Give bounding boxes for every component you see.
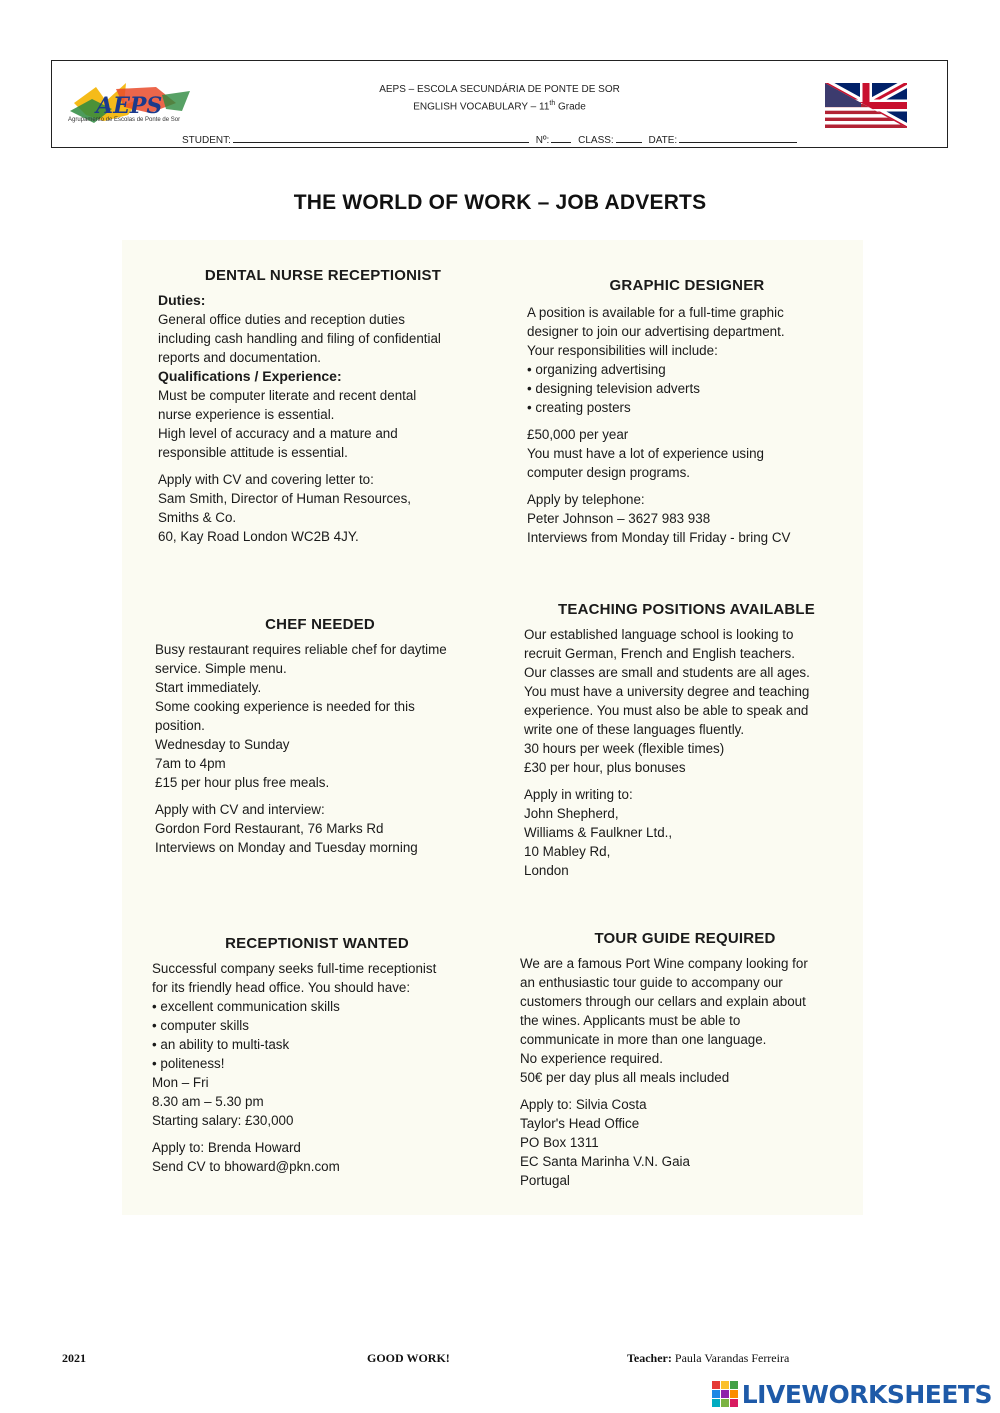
ad-line: Apply to: Brenda Howard xyxy=(152,1140,301,1155)
ad-line: Our classes are small and students are all ages. xyxy=(524,665,810,680)
ad-line: 7am to 4pm xyxy=(155,756,226,771)
worksheet-header xyxy=(51,60,948,148)
ad-line: service. Simple menu. xyxy=(155,661,287,676)
teacher-name: Paula Varandas Ferreira xyxy=(671,1351,790,1365)
date-field[interactable] xyxy=(679,132,797,143)
ad-line: Busy restaurant requires reliable chef for daytime xyxy=(155,642,447,657)
ad-line: Wednesday to Sunday xyxy=(155,737,290,752)
ad-line: experience. You must also be able to speak and xyxy=(524,703,809,718)
ad-heading: DENTAL NURSE RECEPTIONIST xyxy=(204,267,442,284)
ad-line: designer to join our advertising department. xyxy=(527,324,785,339)
ad-line: Send CV to bhoward@pkn.com xyxy=(152,1159,340,1174)
liveworksheets-logo-icon xyxy=(712,1381,738,1407)
ad-line: Portugal xyxy=(520,1173,570,1188)
ad-line: Sam Smith, Director of Human Resources, xyxy=(158,491,412,506)
duties-label: Duties: xyxy=(158,292,206,308)
ad-line: Mon – Fri xyxy=(152,1075,209,1090)
ad-line: Gordon Ford Restaurant, 76 Marks Rd xyxy=(155,821,384,836)
ad-line: including cash handling and filing of confidential xyxy=(158,331,441,346)
ad-line: customers through our cellars and explain about xyxy=(520,994,806,1009)
ad-line: 8.30 am – 5.30 pm xyxy=(152,1094,264,1109)
ad-line: • creating posters xyxy=(527,400,631,415)
footer-message: GOOD WORK! xyxy=(367,1351,450,1365)
ad-line: Taylor's Head Office xyxy=(520,1116,640,1131)
brand-name: LIVEWORKSHEETS xyxy=(741,1379,992,1409)
ad-line: • organizing advertising xyxy=(527,362,666,377)
ad-line: General office duties and reception duties xyxy=(158,312,405,327)
ad-line: £30 per hour, plus bonuses xyxy=(524,760,686,775)
ad-line: A position is available for a full-time graphic xyxy=(527,305,784,320)
ad-line: • designing television adverts xyxy=(527,381,700,396)
student-fields xyxy=(182,132,801,146)
ad-line: EC Santa Marinha V.N. Gaia xyxy=(520,1154,690,1169)
ad-line: Apply with CV and interview: xyxy=(155,802,325,817)
liveworksheets-brand[interactable] xyxy=(712,1378,992,1410)
ad-line: Start immediately. xyxy=(155,680,262,695)
ad-heading: CHEF NEEDED xyxy=(265,616,375,633)
logo-text: AEPS xyxy=(96,93,163,119)
school-line-1: AEPS – ESCOLA SECUNDÁRIA DE PONTE DE SOR xyxy=(379,84,620,95)
ad-line: • politeness! xyxy=(152,1056,225,1071)
ad-line: an enthusiastic tour guide to accompany our xyxy=(520,975,783,990)
footer-teacher xyxy=(627,1351,789,1366)
ad-line: • computer skills xyxy=(152,1018,249,1033)
ad-line: Peter Johnson – 3627 983 938 xyxy=(527,511,711,526)
ad-heading: RECEPTIONIST WANTED xyxy=(225,935,409,952)
grade-sup: th xyxy=(549,100,556,107)
ad-line: We are a famous Port Wine company looking for xyxy=(520,956,808,971)
ad-line: Starting salary: £30,000 xyxy=(152,1113,294,1128)
ad-line: Must be computer literate and recent dental xyxy=(158,388,417,403)
ad-dental-nurse xyxy=(158,266,488,546)
us-uk-flag-icon xyxy=(825,83,907,128)
ad-line: £50,000 per year xyxy=(527,427,629,442)
ad-line: 50€ per day plus all meals included xyxy=(520,1070,730,1085)
ad-line: 10 Mabley Rd, xyxy=(524,844,611,859)
number-label: Nº: xyxy=(535,135,550,146)
logo-subtext: Agrupamento de Escolas de Ponte de Sor xyxy=(68,117,181,123)
ad-line: write one of these languages fluently. xyxy=(524,722,745,737)
ad-line: Our established language school is looking to xyxy=(524,627,794,642)
ad-line: Interviews on Monday and Tuesday morning xyxy=(155,840,418,855)
student-label: STUDENT: xyxy=(182,135,231,146)
ad-line: for its friendly head office. You should have: xyxy=(152,980,411,995)
ad-line: Apply with CV and covering letter to: xyxy=(158,472,374,487)
ad-line: Your responsibilities will include: xyxy=(527,343,718,358)
school-line-2 xyxy=(52,97,947,114)
ad-line: computer design programs. xyxy=(527,465,690,480)
ad-line: £15 per hour plus free meals. xyxy=(155,775,330,790)
ad-line: Interviews from Monday till Friday - bring CV xyxy=(527,530,791,545)
ad-line: You must have a university degree and teaching xyxy=(524,684,810,699)
ad-line: Successful company seeks full-time receptionist xyxy=(152,961,437,976)
ad-line: • an ability to multi-task xyxy=(152,1037,290,1052)
ad-line: Apply to: Silvia Costa xyxy=(520,1097,647,1112)
teacher-label: Teacher: xyxy=(627,1351,672,1365)
ad-line: communicate in more than one language. xyxy=(520,1032,767,1047)
class-label: CLASS: xyxy=(578,135,614,146)
grade-end: Grade xyxy=(555,101,586,113)
page-title: THE WORLD OF WORK – JOB ADVERTS xyxy=(293,191,707,214)
ad-line: nurse experience is essential. xyxy=(158,407,335,422)
ad-line: PO Box 1311 xyxy=(520,1135,599,1150)
qualifications-label: Qualifications / Experience: xyxy=(158,368,342,384)
ad-line: Apply in writing to: xyxy=(524,787,633,802)
ad-line: responsible attitude is essential. xyxy=(158,445,348,460)
ad-heading: TOUR GUIDE REQUIRED xyxy=(594,930,776,947)
class-field[interactable] xyxy=(616,132,642,143)
ad-receptionist xyxy=(152,934,482,1176)
ad-line: position. xyxy=(155,718,205,733)
footer-year: 2021 xyxy=(62,1351,86,1365)
ad-line: Apply by telephone: xyxy=(527,492,645,507)
ad-line: Smiths & Co. xyxy=(158,510,237,525)
ad-line: • excellent communication skills xyxy=(152,999,340,1014)
ad-graphic-designer xyxy=(527,276,847,547)
ad-line: 60, Kay Road London WC2B 4JY. xyxy=(158,529,359,544)
ad-line: High level of accuracy and a mature and xyxy=(158,426,398,441)
ad-line: No experience required. xyxy=(520,1051,663,1066)
ad-chef xyxy=(155,615,485,857)
ad-line: Some cooking experience is needed for this xyxy=(155,699,415,714)
ad-line: 30 hours per week (flexible times) xyxy=(524,741,725,756)
ad-line: London xyxy=(524,863,569,878)
number-field[interactable] xyxy=(551,132,571,143)
ad-line: the wines. Applicants must be able to xyxy=(520,1013,741,1028)
date-label: DATE: xyxy=(648,135,678,146)
ad-line: John Shepherd, xyxy=(524,806,619,821)
ad-tour-guide xyxy=(520,929,850,1190)
grade-text: ENGLISH VOCABULARY – 11 xyxy=(413,101,550,113)
ad-line: recruit German, French and English teachers. xyxy=(524,646,795,661)
student-name-field[interactable] xyxy=(233,132,529,143)
ad-line: Williams & Faulkner Ltd., xyxy=(524,825,673,840)
ad-heading: GRAPHIC DESIGNER xyxy=(609,277,765,294)
ad-heading: TEACHING POSITIONS AVAILABLE xyxy=(558,601,815,618)
ad-line: You must have a lot of experience using xyxy=(527,446,764,461)
ad-line: reports and documentation. xyxy=(158,350,322,365)
school-name xyxy=(52,83,947,114)
ad-teaching-positions xyxy=(524,600,849,880)
